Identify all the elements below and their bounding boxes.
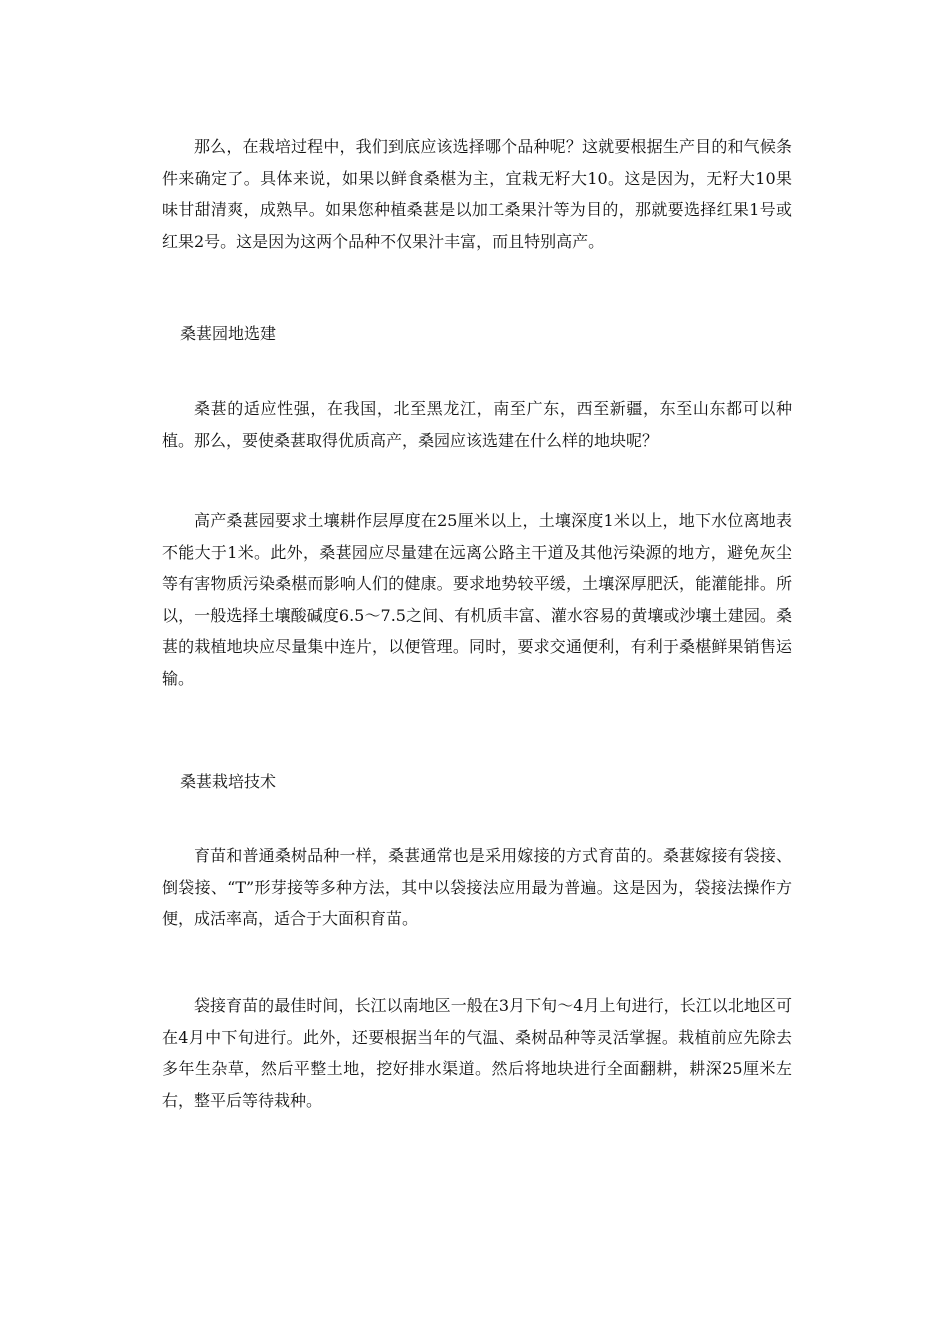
paragraph-soil-requirements: 高产桑葚园要求土壤耕作层厚度在25厘米以上，土壤深度1米以上，地下水位离地表不能大于1米。此外，桑葚园应尽量建在远离公路主干道及其他污染源的地方，避免灰尘等有害物质污染桑椹而影响人们的健康。要求地势较平缓，土壤深厚肥沃，能灌能排。所以，一般选择土壤酸碱度6.5～7.5之间、有机质丰富、灌水容易的黄壤或沙壤土建园。桑葚的栽植地块应尽量集中连片，以便管理。同时，要求交通便利，有利于桑椹鲜果销售运输。 [162,511,792,688]
section-heading-cultivation: 桑葚栽培技术 [180,772,277,791]
paragraph-grafting-timing: 袋接育苗的最佳时间，长江以南地区一般在3月下旬～4月上旬进行，长江以北地区可在4月中下旬进行。此外，还要根据当年的气温、桑树品种等灵活掌握。栽植前应先除去多年生杂草，然后平整土地，挖好排水渠道。然后将地块进行全面翻耕，耕深25厘米左右，整平后等待栽种。 [162,996,792,1110]
paragraph-variety-selection: 那么，在栽培过程中，我们到底应该选择哪个品种呢？这就要根据生产目的和气候条件来确定了。具体来说，如果以鲜食桑椹为主，宜栽无籽大10。这是因为，无籽大10果味甘甜清爽，成熟早。如果您种植桑葚是以加工桑果汁等为目的，那就要选择红果1号或红果2号。这是因为这两个品种不仅果汁丰富，而且特别高产。 [162,137,792,251]
paragraph-grafting: 育苗和普通桑树品种一样，桑葚通常也是采用嫁接的方式育苗的。桑葚嫁接有袋接、倒袋接、“T”形芽接等多种方法，其中以袋接法应用最为普遍。这是因为，袋接法操作方便，成活率高，适合于大面积育苗。 [162,846,792,928]
section-heading-orchard-site: 桑葚园地选建 [180,324,277,343]
paragraph-adaptability: 桑葚的适应性强，在我国，北至黑龙江，南至广东，西至新疆，东至山东都可以种植。那么，要使桑葚取得优质高产，桑园应该选建在什么样的地块呢？ [162,399,792,450]
